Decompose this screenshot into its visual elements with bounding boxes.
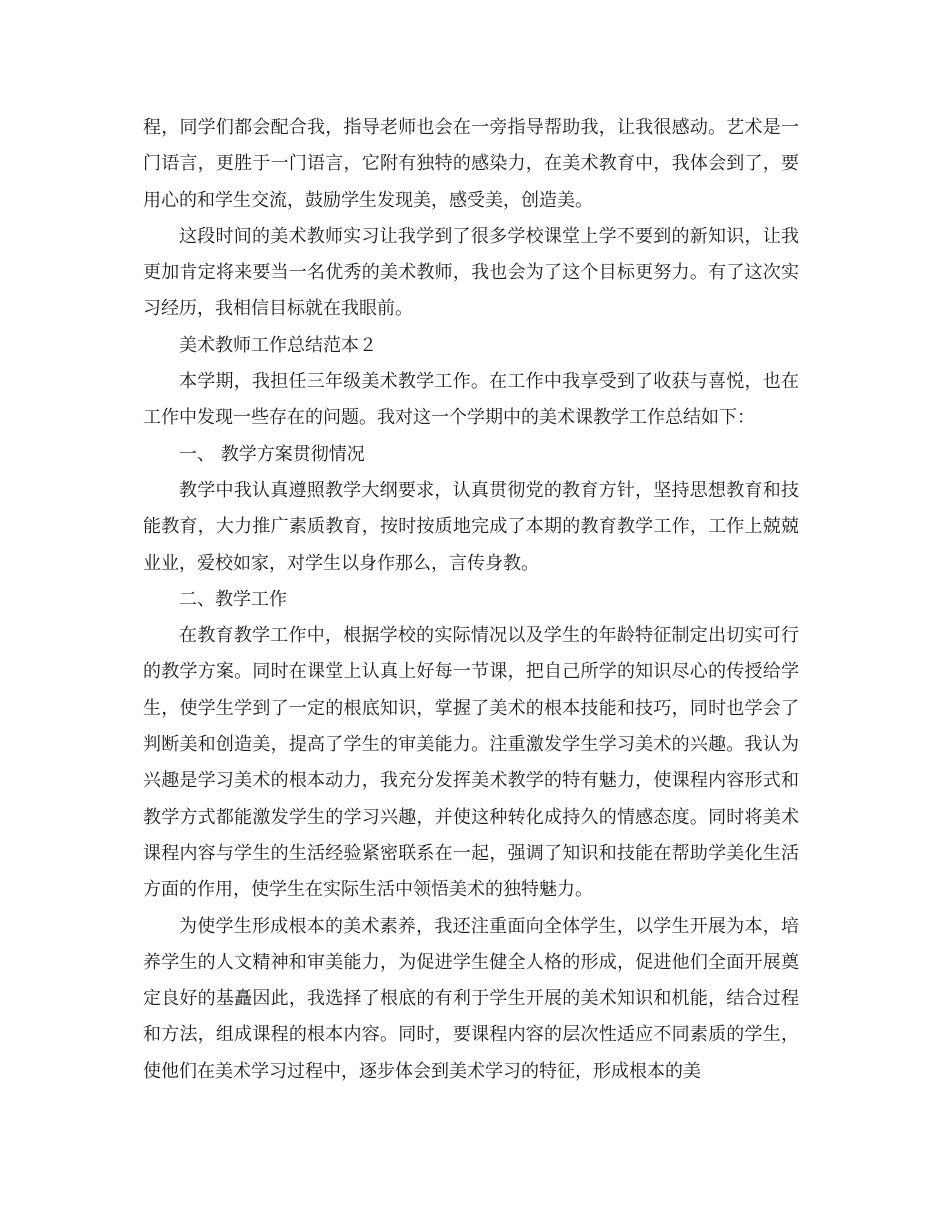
heading-plan-implementation: 一、 教学方案贯彻情况 [179,443,365,465]
heading-teaching-work: 二、教学工作 [179,588,287,610]
paragraph-continuation: 程，同学们都会配合我，指导老师也会在一旁指导帮助我，让我很感动。艺术是一门语言，更胜于一门语言，它附有独特的感染力，在美术教育中，我体会到了，要用心的和学生交流，鼓励学生发现美，感受美，创造美。 [143,117,799,211]
paragraph-semester-intro: 本学期，我担任三年级美术教学工作。在工作中我享受到了收获与喜悦，也在工作中发现一些存在的问题。我对这一个学期中的美术课教学工作总结如下： [143,371,799,429]
section-title-sample-2: 美术教师工作总结范本２ [179,334,377,356]
paragraph-teaching-work: 在教育教学工作中，根据学校的实际情况以及学生的年龄特征制定出切实可行的教学方案。同时在课堂上认真上好每一节课，把自己所学的知识尽心的传授给学生，使学生学到了一定的根底知识，掌握了美术的根本技能和技巧，同时也学会了判断美和创造美，提高了学生的审美能力。注重激发学生学习美术的兴趣。我认为兴趣是学习美术的根本动力，我充分发挥美术教学的特有魅力，使课程内容形式和教学方式都能激发学生的学习兴趣，并使这种转化成持久的情感态度。同时将美术课程内容与学生的生活经验紧密联系在一起，强调了知识和技能在帮助学美化生活方面的作用，使学生在实际生活中领悟美术的独特魅力。 [143,625,799,901]
paragraph-art-literacy: 为使学生形成根本的美术素养，我还注重面向全体学生，以学生开展为本，培养学生的人文精神和审美能力，为促进学生健全人格的形成，促进他们全面开展奠定良好的基矗因此，我选择了根底的有利于学生开展的美术知识和机能，结合过程和方法，组成课程的根本内容。同时，要课程内容的层次性适应不同素质的学生，使他们在美术学习过程中，逐步体会到美术学习的特征，形成根本的美 [143,915,799,1082]
paragraph-plan-implementation: 教学中我认真遵照教学大纲要求，认真贯彻党的教育方针，坚持思想教育和技能教育，大力推广素质教育，按时按质地完成了本期的教育教学工作，工作上兢兢业业，爱校如家，对学生以身作那么，言传身教。 [143,479,799,574]
paragraph-internship-reflection: 这段时间的美术教师实习让我学到了很多学校课堂上学不要到的新知识，让我更加肯定将来要当一名优秀的美术教师，我也会为了这个目标更努力。有了这次实习经历，我相信目标就在我眼前。 [143,225,799,320]
document-body [143,110,799,1090]
